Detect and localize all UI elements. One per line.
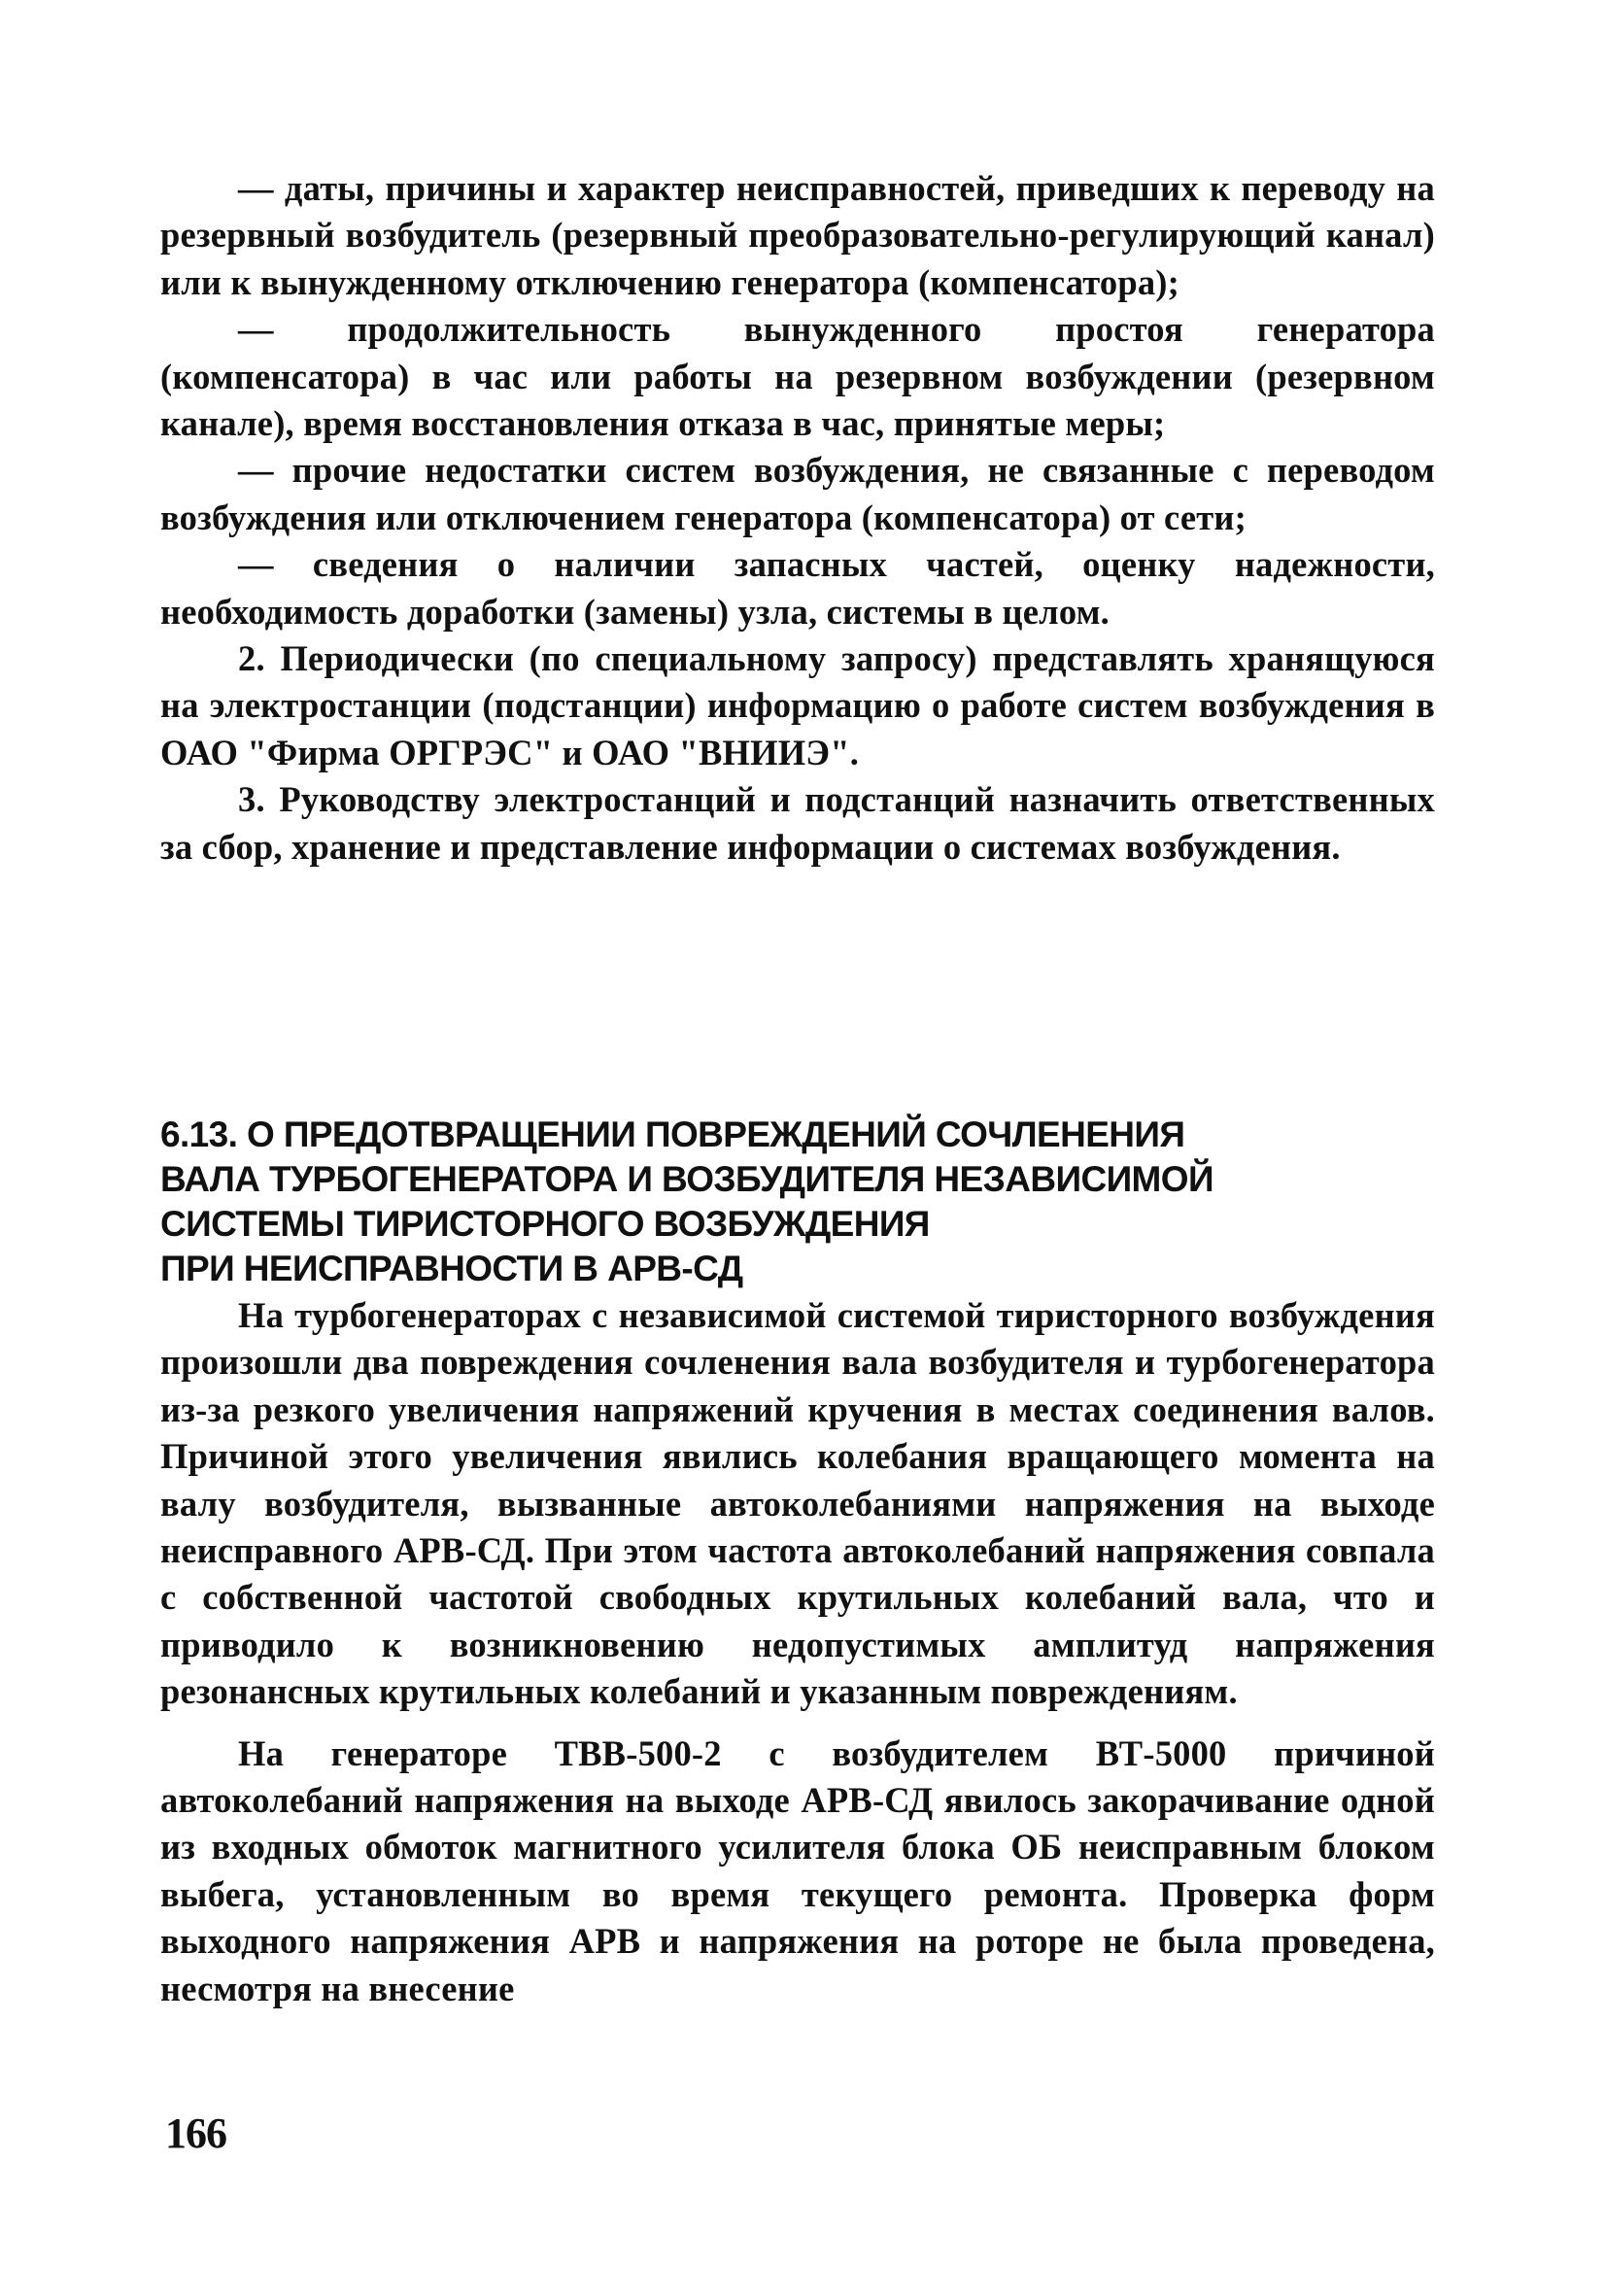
section-text-block [160, 1292, 1435, 2012]
page-number: 166 [165, 2109, 226, 2157]
section-heading-line: ВАЛА ТУРБОГЕНЕРАТОРА И ВОЗБУДИТЕЛЯ НЕЗАВИСИМОЙ [160, 1159, 1213, 1199]
paragraph-spare-parts: — сведения о наличии запасных частей, оценку надежности, необходимость доработки (замены) узла, системы в целом. [160, 544, 1435, 632]
document-page [160, 165, 1435, 2157]
section-heading [160, 1113, 1435, 1291]
paragraph-dates-causes: — даты, причины и характер неисправностей, приведших к переводу на резервный возбудитель (резервный преобразовательно-регулирующий канал) или к вынужденному отключению генератора (компенсатора); [160, 168, 1435, 302]
paragraph-item-2: 2. Периодически (по специальному запросу) представлять хранящуюся на электростанции (подстанции) информацию о работе систем возбуждения в ОАО "Фирма ОРГРЭС" и ОАО "ВНИИЭ". [160, 638, 1435, 772]
paragraph-item-3: 3. Руководству электростанций и подстанций назначить ответственных за сбор, хранение и представление информации о системах возбуждения. [160, 779, 1435, 867]
section-heading-line: СИСТЕМЫ ТИРИСТОРНОГО ВОЗБУЖДЕНИЯ [160, 1204, 930, 1244]
paragraph-downtime: — продолжительность вынужденного простоя генератора (компенсатора) в час или работы на резервном возбуждении (резервном канале), время восстановления отказа в час, принятые меры; [160, 309, 1435, 444]
paragraph-tvv-500-2: На генераторе ТВВ-500-2 с возбудителем ВТ-5000 причиной автоколебаний напряжения на выходе АРВ-СД явилось закорачивание одной из входных обмоток магнитного усилителя блока ОБ неисправным блоком выбега, установленным во время текущего ремонта. Проверка форм выходного напряжения АРВ и напряжения на роторе не была проведена, несмотря на внесение [160, 1732, 1435, 2008]
paragraph-other-defects: — прочие недостатки систем возбуждения, не связанные с переводом возбуждения или отключением генератора (компенсатора) от сети; [160, 450, 1435, 537]
section-heading-line: ПРИ НЕИСПРАВНОСТИ В АРВ-СД [160, 1249, 743, 1288]
paragraph-turbogenerators: На турбогенераторах с независимой системой тиристорного возбуждения произошли два повреждения сочленения вала возбудителя и турбогенератора из-за резкого увеличения напряжений кручения в местах соединения валов. Причиной этого увеличения явились колебания вращающего момента на валу возбудителя, вызванные автоколебаниями напряжения на выходе неисправного АРВ-СД. При этом частота автоколебаний напряжения совпала с собственной частотой свободных крутильных колебаний вала, что и приводило к возникновению недопустимых амплитуд напряжения резонансных крутильных колебаний и указанным повреждениям. [160, 1295, 1435, 1712]
section-heading-line: 6.13. О ПРЕДОТВРАЩЕНИИ ПОВРЕЖДЕНИЙ СОЧЛЕНЕНИЯ [160, 1114, 1185, 1154]
top-text-block [160, 165, 1435, 871]
